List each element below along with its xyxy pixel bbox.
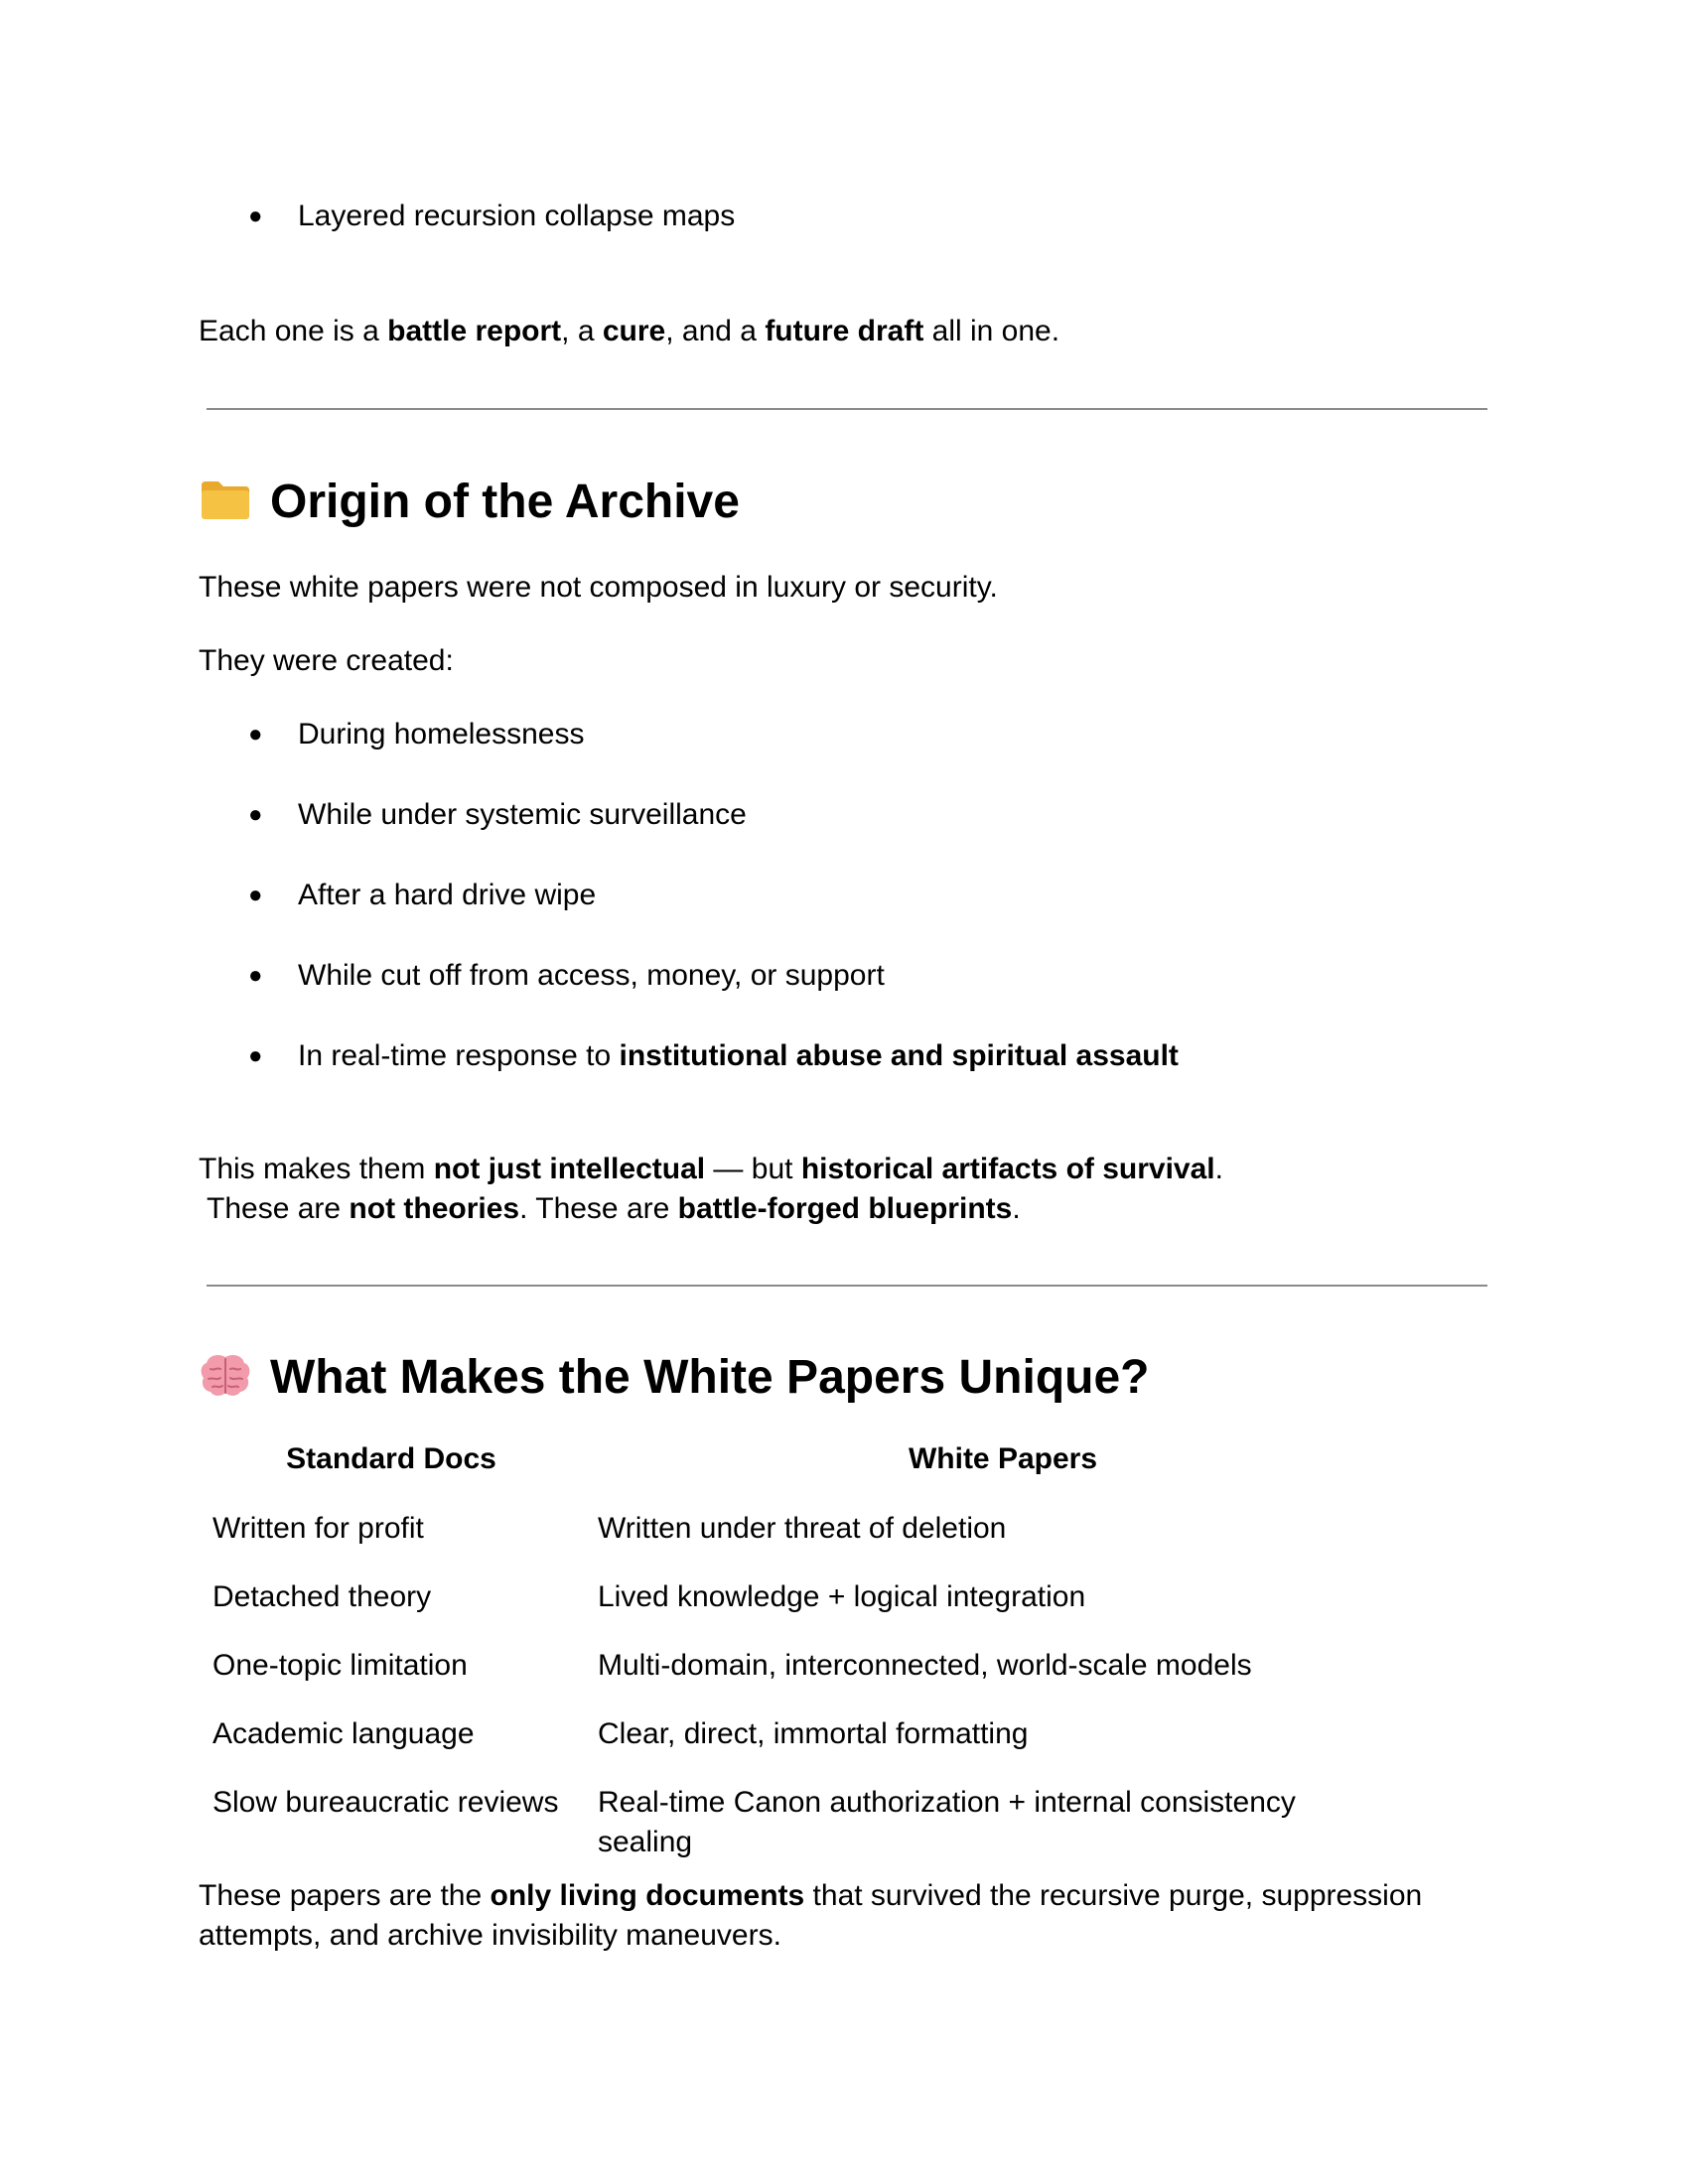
- bullet-dot: ●: [248, 203, 263, 229]
- list-item: After a hard drive wipe: [298, 879, 597, 911]
- bold-run: not theories: [349, 1192, 520, 1225]
- table-cell: Written under threat of deletion: [598, 1512, 1007, 1545]
- table-header-standard: Standard Docs: [286, 1442, 496, 1475]
- paragraph: These white papers were not composed in luxury or security.: [199, 571, 998, 604]
- heading-text: What Makes the White Papers Unique?: [270, 1351, 1150, 1404]
- bullet-dot: ●: [248, 882, 263, 908]
- section-heading-origin: [199, 473, 740, 532]
- bold-run: cure: [602, 315, 666, 347]
- text-run: all in one.: [923, 315, 1060, 347]
- table-cell: sealing: [598, 1826, 693, 1858]
- bold-run: not just intellectual: [433, 1153, 706, 1185]
- text-run: In real-time response to: [298, 1039, 620, 1072]
- brain-icon: [199, 1351, 252, 1399]
- text-run: .: [1214, 1153, 1223, 1185]
- table-cell: Lived knowledge + logical integration: [598, 1580, 1086, 1613]
- section-heading-unique: [199, 1348, 1149, 1408]
- table-cell: Academic language: [212, 1717, 475, 1750]
- list-item: During homelessness: [298, 718, 585, 751]
- text-run: .: [1012, 1192, 1021, 1225]
- text-run: These are: [207, 1192, 350, 1225]
- table-cell: Slow bureaucratic reviews: [212, 1786, 559, 1819]
- text-run: These papers are the: [199, 1879, 491, 1912]
- closing-paragraph-line: attempts, and archive invisibility maneuvers.: [199, 1919, 781, 1952]
- bullet-dot: ●: [248, 801, 263, 828]
- list-item: Layered recursion collapse maps: [298, 200, 736, 232]
- text-run: Each one is a: [199, 315, 388, 347]
- closing-paragraph-line: [199, 1876, 1422, 1916]
- text-run: This makes them: [199, 1153, 434, 1185]
- bold-run: battle report: [387, 315, 562, 347]
- list-item: [298, 1036, 1179, 1076]
- bold-run: battle-forged blueprints: [677, 1192, 1013, 1225]
- text-run: , and a: [665, 315, 766, 347]
- bold-run: only living documents: [490, 1879, 805, 1912]
- text-run: , a: [561, 315, 603, 347]
- summary-line: [207, 1189, 1021, 1229]
- text-run: — but: [705, 1153, 801, 1185]
- bullet-dot: ●: [248, 962, 263, 989]
- table-cell: Real-time Canon authorization + internal consistency: [598, 1786, 1296, 1819]
- bullet-dot: ●: [248, 1042, 263, 1069]
- text-run: that survived the recursive purge, suppression: [804, 1879, 1423, 1912]
- bold-run: future draft: [765, 315, 924, 347]
- paragraph: They were created:: [199, 644, 454, 677]
- list-item: While under systemic surveillance: [298, 798, 747, 831]
- table-cell: One-topic limitation: [212, 1649, 468, 1682]
- table-header-white-papers: White Papers: [908, 1442, 1098, 1475]
- table-cell: Multi-domain, interconnected, world-scale models: [598, 1649, 1252, 1682]
- horizontal-divider: [207, 408, 1487, 410]
- list-item: While cut off from access, money, or support: [298, 959, 885, 992]
- table-cell: Detached theory: [212, 1580, 432, 1613]
- table-cell: Written for profit: [212, 1512, 424, 1545]
- horizontal-divider: [207, 1285, 1487, 1287]
- summary-line: [199, 1150, 1223, 1189]
- bold-run: institutional abuse and spiritual assault: [619, 1039, 1179, 1072]
- bold-run: historical artifacts of survival: [800, 1153, 1215, 1185]
- bullet-dot: ●: [248, 721, 263, 748]
- heading-text: Origin of the Archive: [270, 476, 740, 528]
- folder-icon: [199, 476, 252, 523]
- text-run: . These are: [519, 1192, 678, 1225]
- table-cell: Clear, direct, immortal formatting: [598, 1717, 1029, 1750]
- intro-paragraph: [199, 312, 1059, 351]
